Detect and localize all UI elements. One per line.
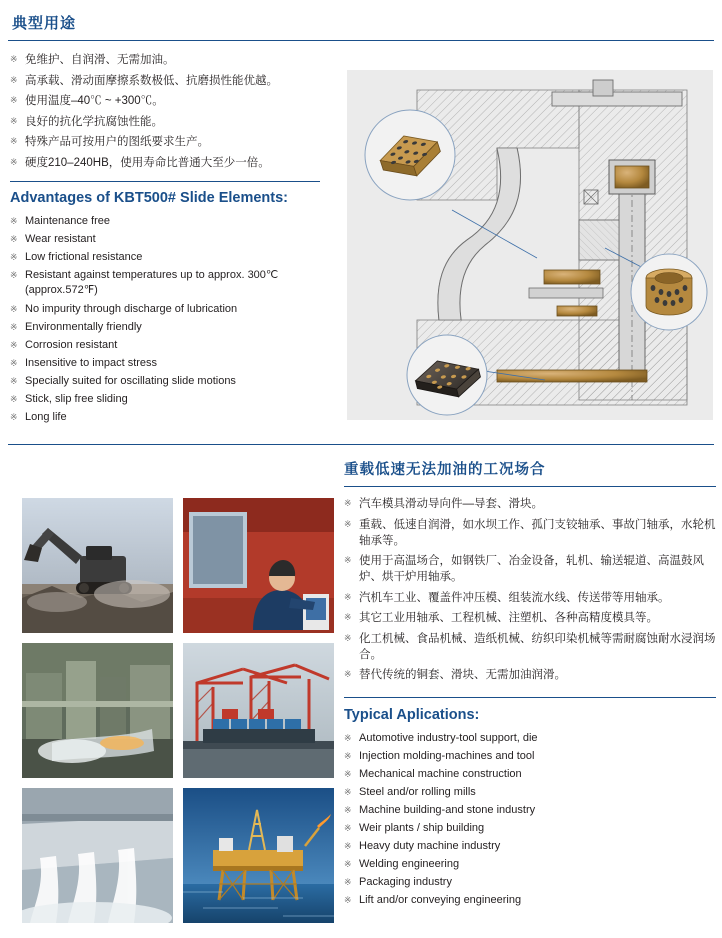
list-item-label: Mechanical machine construction [359,768,522,780]
list-item [10,73,320,89]
list-item-label: Low frictional resistance [25,250,143,263]
list-item [10,410,320,424]
list-item-label: 使用温度–40℃ ~ +300℃。 [25,95,164,107]
bullet-icon: ※ [344,518,352,529]
bullet-icon: ※ [344,823,352,833]
list-item-label: 硬度210–240HB，使用寿命比普通大至少一倍。 [25,156,270,169]
list-item-label: Welding engineering [359,858,460,870]
list-item-label: 免维护、自润滑、无需加油。 [25,54,175,66]
list-item [344,517,716,549]
bullet-icon: ※ [344,751,352,761]
heavy-load-divider [344,486,716,487]
typical-applications-header [344,697,716,723]
list-item [344,496,716,512]
typical-applications-title: Typical Aplications: [344,707,480,723]
list-item [10,392,320,406]
bullet-icon: ※ [344,612,352,622]
offshore-oil-platform-photo [183,788,334,923]
photo-row [22,788,334,923]
advantages-title: Advantages of KBT500# Slide Elements: [10,189,288,206]
list-item-label: 替代传统的铜套、滑块、无需加油润滑。 [359,669,566,681]
bullet-icon: ※ [344,769,352,779]
bullet-icon: ※ [344,877,352,887]
list-item-label: Machine building-and stone industry [359,804,536,816]
list-item [10,214,320,228]
advantages-divider [10,181,320,182]
bullet-icon: ※ [10,136,18,146]
list-item-label: Specially suited for oscillating slide motions [25,374,236,387]
list-item [10,374,320,388]
list-item-label: Heavy duty machine industry [359,840,501,852]
excavator-demolition-photo [22,498,173,633]
list-item [344,785,716,799]
bullet-icon: ※ [344,591,352,602]
bullet-icon: ※ [344,787,352,797]
advantages-list [10,214,320,424]
bullet-icon: ※ [10,269,18,280]
bullet-icon: ※ [10,357,18,368]
bullet-icon: ※ [344,859,352,869]
list-item-label: Wear resistant [25,232,96,245]
dam-spillway-photo [22,788,173,923]
die-slide-assembly-cross-section [347,70,713,420]
list-item [10,356,320,370]
bullet-icon: ※ [344,498,352,508]
bullet-icon: ※ [10,74,18,85]
bullet-icon: ※ [344,555,352,565]
list-item [10,93,320,109]
bullet-icon: ※ [10,115,18,126]
list-item [344,749,716,763]
list-item [344,857,716,871]
bullet-icon: ※ [10,54,18,64]
list-item [344,767,716,781]
mid-divider-line [8,444,714,445]
list-item [344,553,716,585]
bullet-icon: ※ [10,215,18,226]
list-item [344,667,716,683]
bullet-icon: ※ [10,393,18,404]
list-item [344,731,716,745]
bullet-icon: ※ [344,841,352,851]
bullet-icon: ※ [10,95,18,105]
list-item-label: Weir plants / ship building [359,822,485,834]
bullet-icon: ※ [10,303,18,314]
heavy-load-list [344,496,716,683]
list-item [344,803,716,817]
crane-operator-cabin-photo [183,498,334,633]
list-item-label: Injection molding-machines and tool [359,750,535,762]
bullet-icon: ※ [344,895,352,905]
list-item-label: Maintenance free [25,214,110,227]
list-item-label: 重载、低速自润滑，如水坝工作、孤门支铰轴承、事故门轴承，水轮机轴承等。 [359,518,716,547]
port-container-cranes-photo [183,643,334,778]
bullet-icon: ※ [10,233,18,244]
list-item [344,590,716,606]
bullet-icon: ※ [344,632,352,643]
list-item-label: 汽机车工业、覆盖件冲压模、组装流水线、传送带等用轴承。 [359,591,670,604]
right-column-lower [344,458,716,911]
photo-row [22,498,334,633]
bullet-icon: ※ [10,375,18,386]
list-item [344,821,716,835]
list-item-label: 特殊产品可按用户的图纸要求生产。 [25,136,209,148]
left-column-top [10,52,320,428]
list-item-label: Corrosion resistant [25,338,118,351]
list-item-label: 良好的抗化学抗腐蚀性能。 [25,115,163,128]
list-item-label: Automotive industry-tool support, die [359,732,538,744]
bullet-icon: ※ [344,733,352,743]
bullet-icon: ※ [344,805,352,815]
list-item-label: Lift and/or conveying engineering [359,894,522,906]
list-item-label: 其它工业用轴承、工程机械、注塑机、各种高精度模具等。 [359,612,658,624]
list-item [10,134,320,150]
list-item [10,302,320,316]
page-title: 典型用途 [12,15,77,32]
list-item [10,155,320,171]
bullet-icon: ※ [10,411,18,422]
typical-applications-divider [344,697,716,698]
steel-mill-rolling-photo [22,643,173,778]
heavy-load-title: 重载低速无法加油的工况场合 [344,462,546,478]
bullet-icon: ※ [344,669,352,679]
list-item [344,839,716,853]
list-item [10,338,320,352]
bullet-icon: ※ [10,321,18,332]
page-header [8,12,714,41]
list-item [344,610,716,626]
bullet-icon: ※ [10,339,18,350]
list-item [344,893,716,907]
list-item-label: No impurity through discharge of lubrication [25,302,238,315]
list-item-label: 汽车模具滑动导向件—导套、滑块。 [359,498,543,510]
list-item [344,875,716,889]
list-item [344,631,716,663]
list-item [10,268,320,298]
header-divider [8,40,714,41]
list-item-label: Insensitive to impact stress [25,356,158,369]
list-item-label: Stick, slip free sliding [25,392,128,405]
list-item [10,250,320,264]
list-item-label: 高承载、滑动面摩擦系数极低、抗磨损性能优越。 [25,74,278,87]
typical-uses-list [10,52,320,171]
bullet-icon: ※ [10,251,18,262]
list-item-label: Environmentally friendly [25,320,142,333]
list-item-label: 使用于高温场合，如钢铁厂、冶金设备，轧机、输送辊道、高温鼓风炉、烘干炉用轴承。 [359,555,704,583]
list-item [10,320,320,334]
photo-grid [22,498,334,933]
list-item-label: Steel and/or rolling mills [359,786,476,798]
list-item-label: Packaging industry [359,876,452,888]
advantages-header [10,181,320,206]
typical-applications-list [344,731,716,907]
photo-row [22,643,334,778]
list-item-label: Resistant against temperatures up to approx. 300℃ (approx.572℉) [25,268,279,296]
bullet-icon: ※ [10,156,18,167]
list-item-label: 化工机械、食品机械、造纸机械、纺织印染机械等需耐腐蚀耐水浸润场合。 [359,632,716,661]
list-item [10,232,320,246]
list-item [10,114,320,130]
list-item [10,52,320,68]
mid-section-divider [8,444,714,445]
list-item-label: Long life [25,410,67,423]
